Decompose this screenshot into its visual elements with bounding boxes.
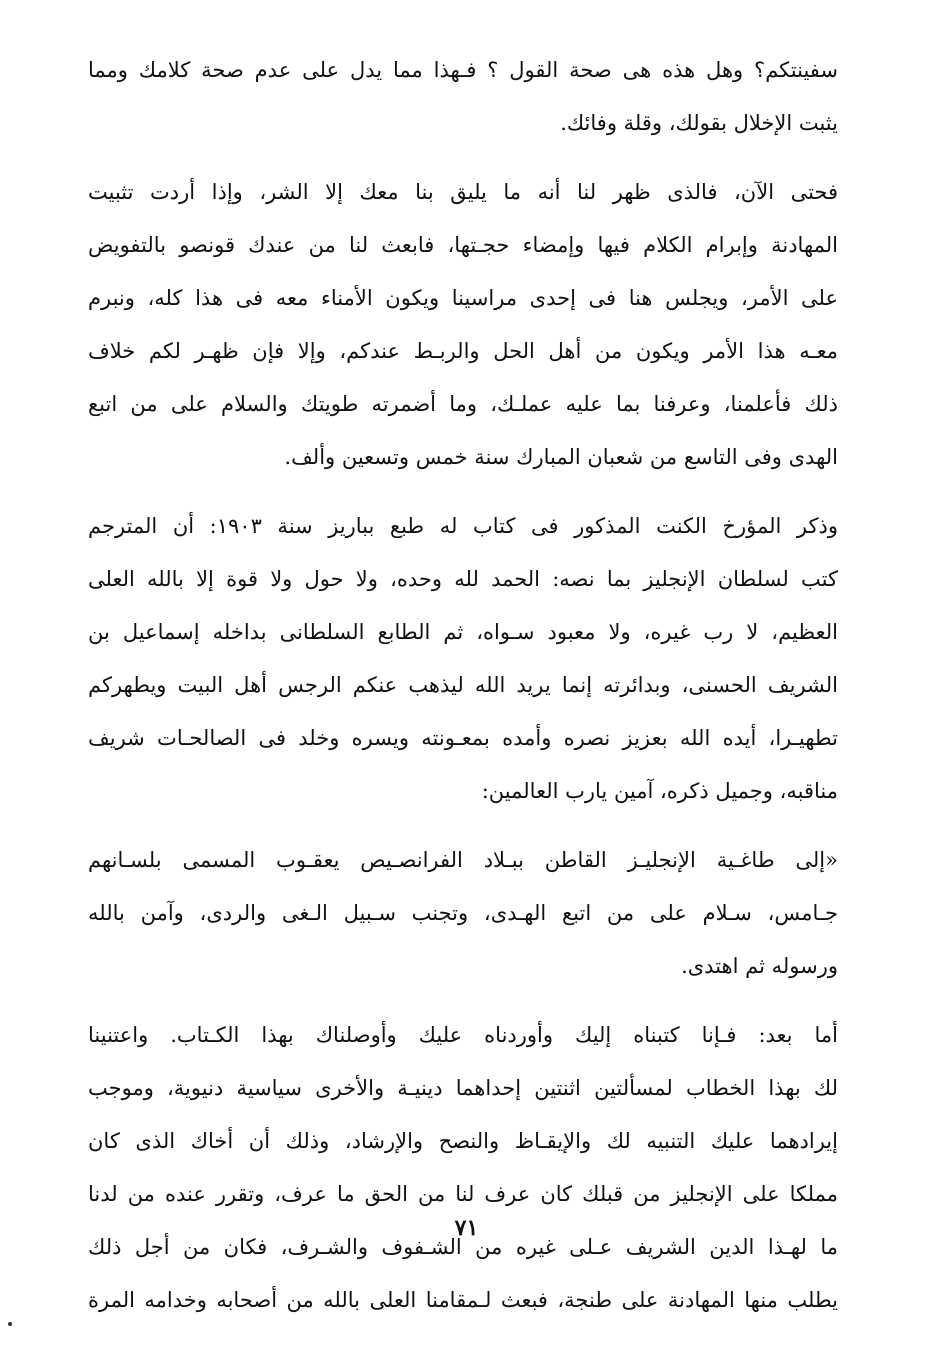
paragraph-5 bbox=[88, 1009, 838, 1327]
text-line: كتب لسلطان الإنجليز بما نصه: الحمد لله وحده، ولا حول ولا قوة إلا بالله العلى bbox=[88, 567, 838, 591]
text-line: الهدى وفى التاسع من شعبان المبارك سنة خمس وتسعين وألف. bbox=[284, 445, 838, 469]
text-line: مناقبه، وجميل ذكره، آمين يارب العالمين: bbox=[481, 779, 838, 803]
paragraph-4 bbox=[88, 834, 838, 993]
paragraph-3 bbox=[88, 500, 838, 818]
text-line: جـامس، سـلام على من اتبع الهـدى، وتجنب سـبيل الـغى والردى، وآمن بالله bbox=[88, 901, 838, 925]
text-line: ما لهـذا الدين الشريف عـلى غيره من الشـفوف والشـرف، فكان من أجل ذلك bbox=[88, 1235, 838, 1259]
text-line: ذلك فأعلمنا، وعرفنا بما عليه عملـك، وما أضمرته طويتك والسلام على من اتبع bbox=[88, 392, 838, 416]
text-line: سفينتكم؟ وهل هذه هى صحة القول ؟ فـهذا مما يدل على عدم صحة كلامك ومما bbox=[88, 58, 838, 82]
text-line: فحتى الآن، فالذى ظهر لنا أنه ما يليق بنا معك إلا الشر، وإذا أردت تثبيت bbox=[88, 180, 838, 204]
page-number: ٧١ bbox=[454, 1215, 479, 1241]
text-line: العظيم، لا رب غيره، ولا معبود سـواه، ثم الطابع السلطانى بداخله إسماعيل بن bbox=[88, 620, 838, 644]
text-line: ورسوله ثم اهتدى. bbox=[681, 954, 838, 978]
text-line: لك بهذا الخطاب لمسألتين اثنتين إحداهما دينيـة والأخرى سياسية دنيوية، وموجب bbox=[88, 1076, 838, 1100]
scan-speck bbox=[8, 1322, 12, 1326]
text-line: أما بعد: فـإنا كتبناه إليك وأوردناه عليك وأوصلناك بهذا الكـتاب. واعتنينا bbox=[88, 1023, 838, 1047]
text-line: مملكا على الإنجليز من قبلك كان عرف لنا من الحق ما عرف، وتقرر عنده من لدنا bbox=[88, 1182, 838, 1206]
text-line: يثبت الإخلال بقولك، وقلة وفائك. bbox=[560, 111, 838, 135]
paragraph-1 bbox=[88, 44, 838, 150]
text-line: على الأمر، ويجلس هنا فى إحدى مراسينا ويكون الأمناء معه فى هذا كله، ونبرم bbox=[88, 286, 838, 310]
text-line: معـه هذا الأمر ويكون من أهل الحل والربـط عندكم، وإلا فإن ظهـر لكم خلاف bbox=[88, 339, 838, 363]
text-line: «إلى طاغـية الإنجليـز القاطن ببـلاد الفرانصـيص يعقـوب المسمى بلسـانهم bbox=[88, 848, 838, 872]
text-line: إيرادهما عليك التنبيه لك والإيقـاظ والنصح والإرشاد، وذلك أن أخاك الذى كان bbox=[88, 1129, 838, 1153]
text-line: تطهيـرا، أيده الله بعزيز نصره وأمده بمعـونته ويسره وخلد فى الصالحـات شريف bbox=[88, 726, 838, 750]
text-line: المهادنة وإبرام الكلام فيها وإمضاء حجـتها، فابعث لنا من عندك قونصو بالتفويض bbox=[88, 233, 838, 257]
body-text bbox=[88, 44, 838, 1343]
text-line: الشريف الحسنى، وبدائرته إنما يريد الله ليذهب عنكم الرجس أهل البيت ويطهركم bbox=[88, 673, 838, 697]
text-line: وذكر المؤرخ الكنت المذكور فى كتاب له طبع بباريز سنة ١٩٠٣: أن المترجم bbox=[88, 514, 838, 538]
text-line: يطلب منها المهادنة على طنجة، فبعث لـمقامنا العلى بالله من أصحابه وخدامه المرة bbox=[88, 1288, 838, 1312]
paragraph-2 bbox=[88, 166, 838, 484]
